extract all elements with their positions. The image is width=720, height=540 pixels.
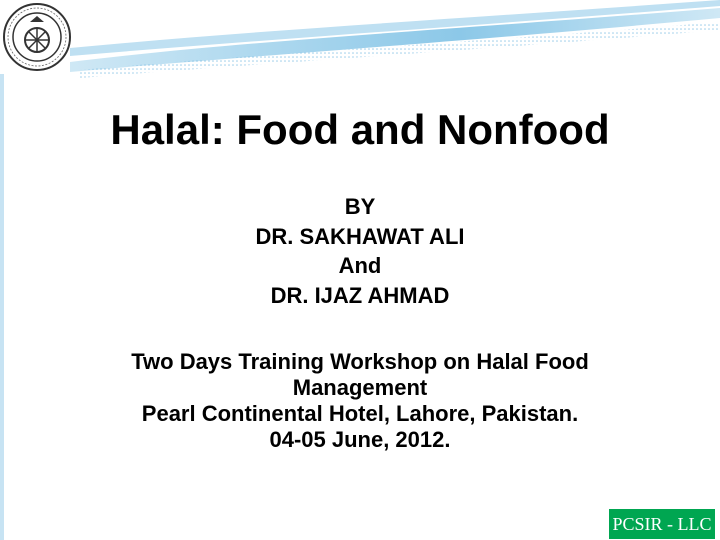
and-label: And — [338, 253, 382, 278]
footer-badge: PCSIR - LLC — [609, 509, 715, 539]
event-info-block — [0, 349, 720, 453]
event-venue: Pearl Continental Hotel, Lahore, Pakistan. — [141, 401, 579, 426]
author-name: DR. IJAZ AHMAD — [270, 282, 450, 308]
event-date: 04-05 June, 2012. — [269, 427, 451, 452]
author-name: DR. SAKHAWAT ALI — [255, 223, 465, 249]
by-label: BY — [344, 194, 376, 219]
authors-block — [0, 192, 720, 310]
event-title-line: Management — [292, 375, 428, 400]
slide-title: Halal: Food and Nonfood — [110, 106, 610, 153]
event-title-line: Two Days Training Workshop on Halal Food — [131, 349, 589, 374]
pcsir-seal-logo — [2, 2, 72, 72]
